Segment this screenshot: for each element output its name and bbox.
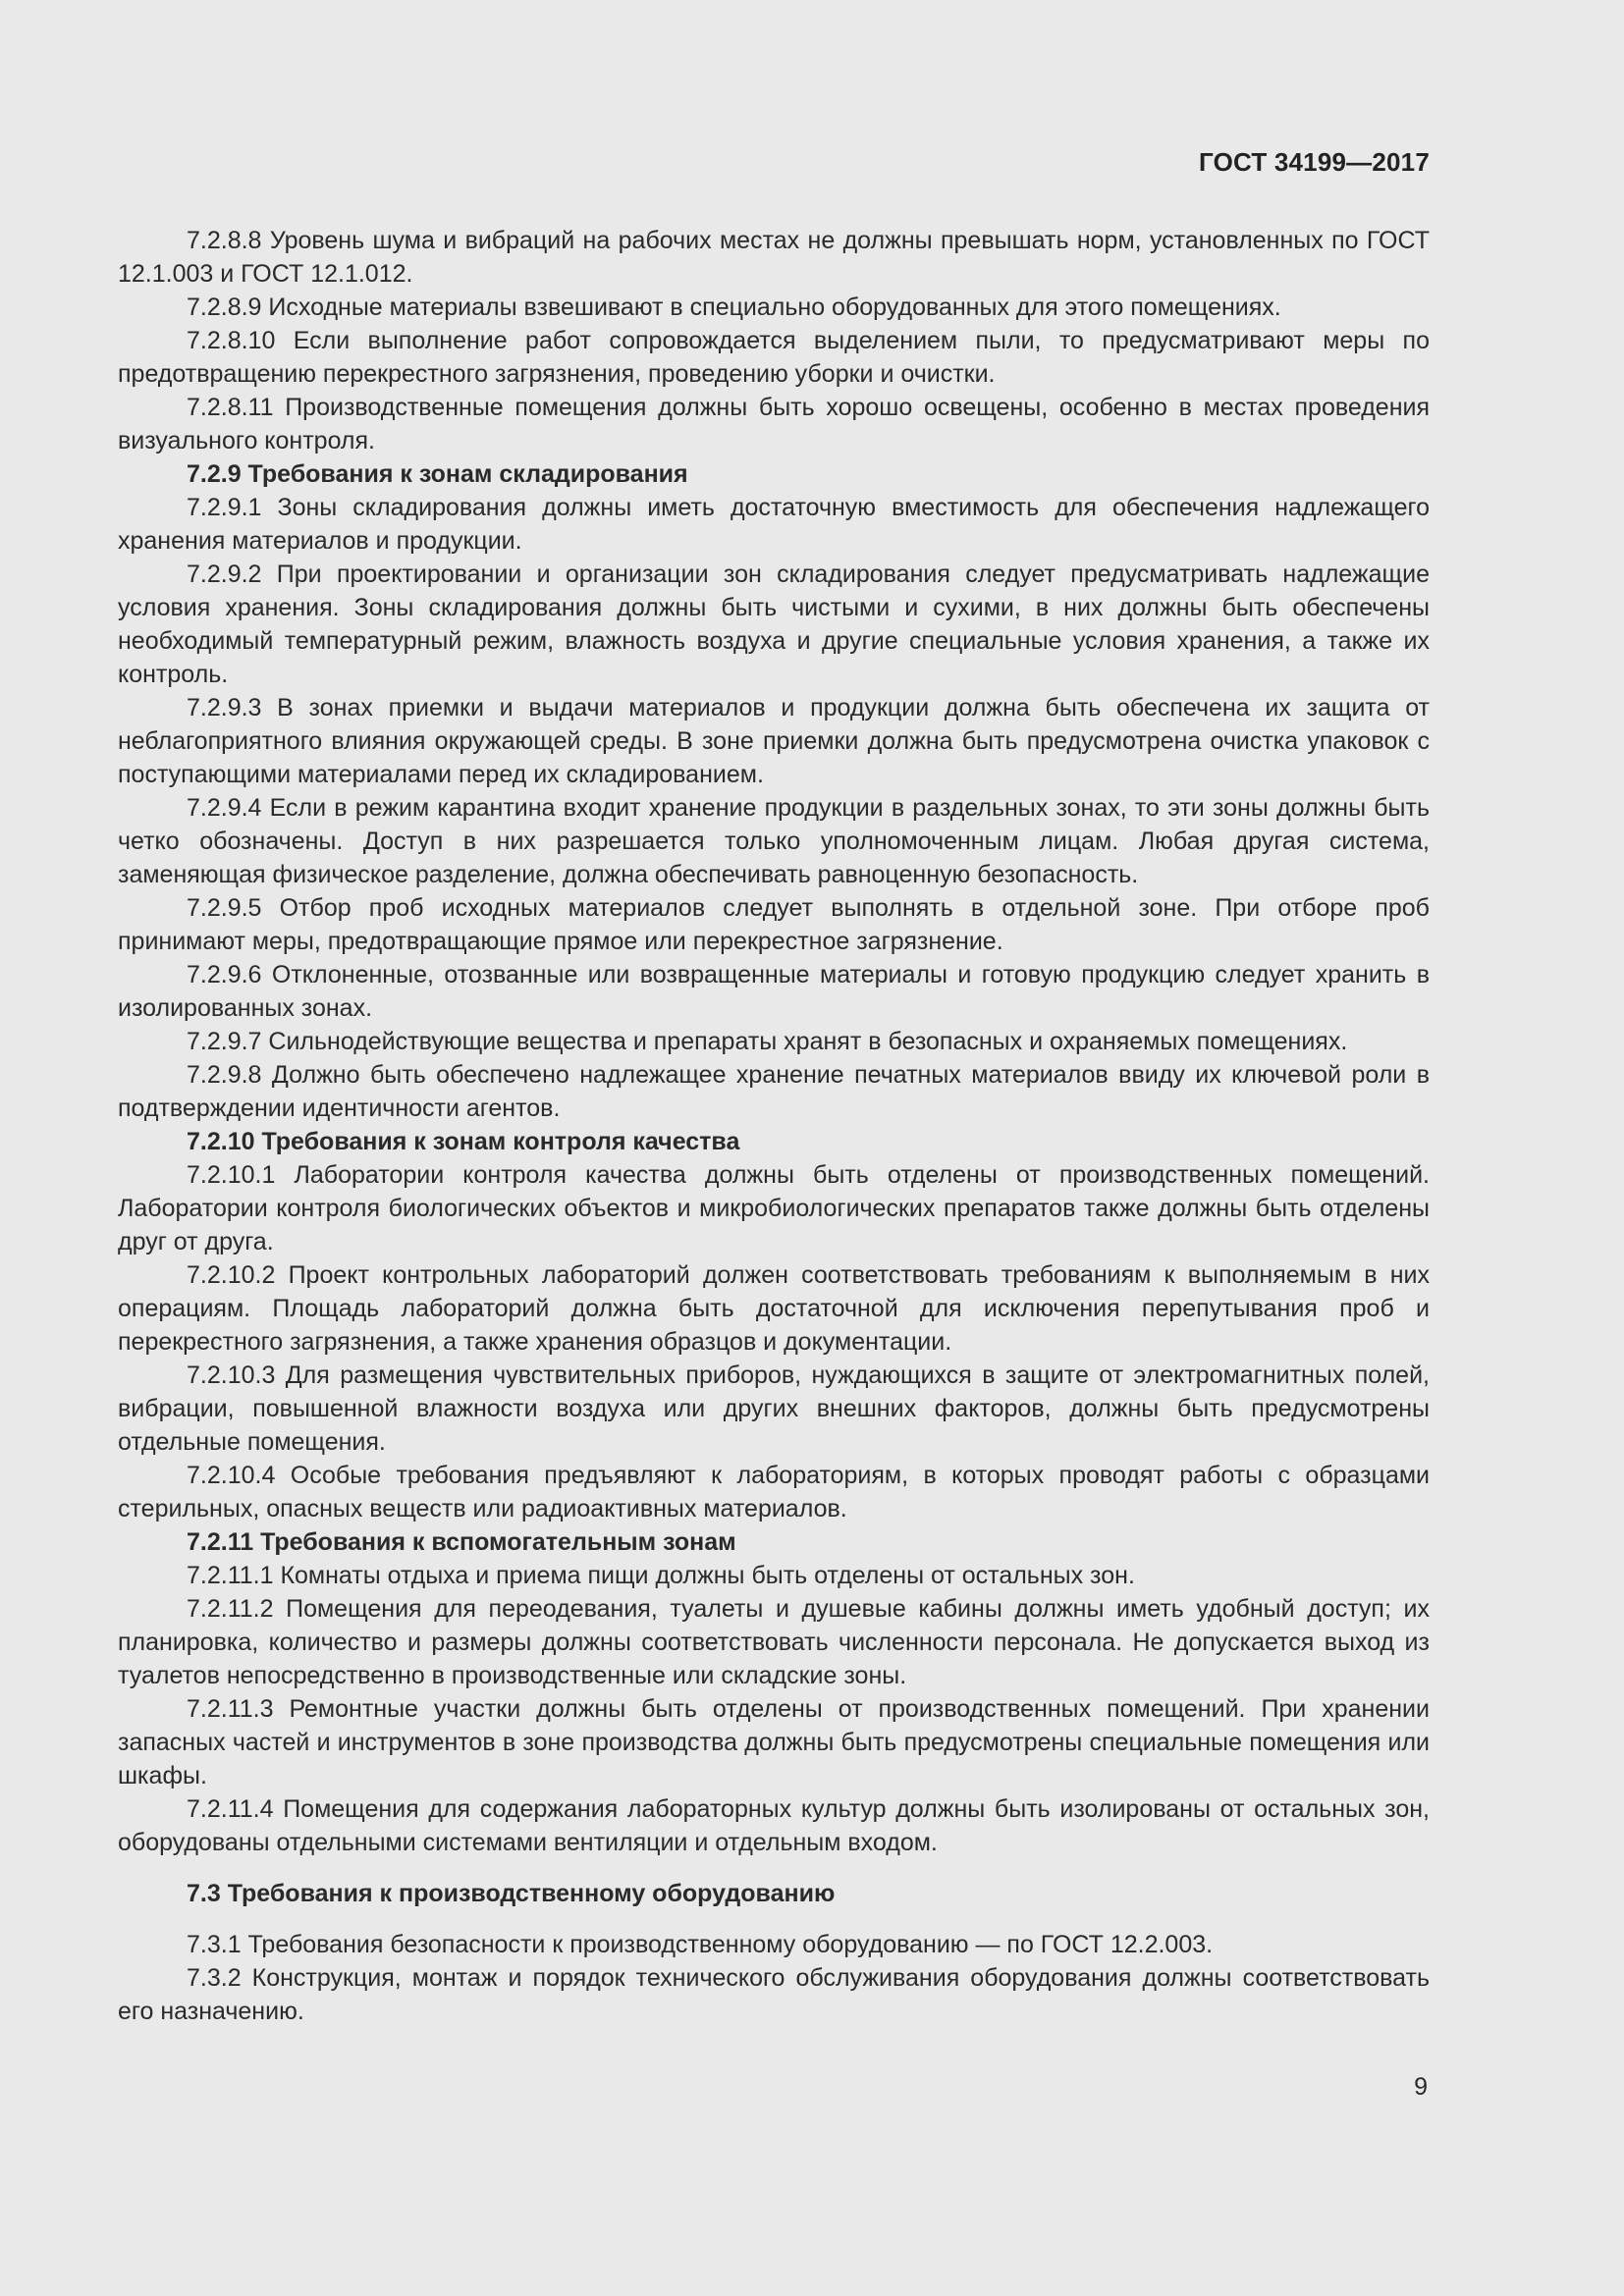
clause-7-2-9-2: 7.2.9.2 При проектировании и организации зон складирования следует предусматривать надлежащие условия хранения. Зоны складирования должны быть чистыми и сухими, в них должны быть обеспечены необходимый температурный режим, влажность воздуха и другие специальные условия хранения, а также их контроль. xyxy=(118,561,1430,688)
clause-7-2-8-11: 7.2.8.11 Производственные помещения должны быть хорошо освещены, особенно в местах проведения визуального контроля. xyxy=(118,394,1430,454)
clause-7-3-1: 7.3.1 Требования безопасности к производственному оборудованию — по ГОСТ 12.2.003. xyxy=(187,1931,1214,1958)
document-code-header: ГОСТ 34199—2017 xyxy=(1199,147,1430,177)
clause-7-2-11-4: 7.2.11.4 Помещения для содержания лабораторных культур должны быть изолированы от остальных зон, оборудованы отдельными системами вентиляции и отдельным входом. xyxy=(118,1795,1430,1856)
clause-7-2-11-3: 7.2.11.3 Ремонтные участки должны быть отделены от производственных помещений. При хранении запасных частей и инструментов в зоне производства должны быть предусмотрены специальные помещения или шкафы. xyxy=(118,1695,1430,1789)
clause-7-2-10-2: 7.2.10.2 Проект контрольных лабораторий должен соответствовать требованиям к выполняемым в них операциям. Площадь лабораторий должна быть достаточной для исключения перепутывания проб и перекрестного загрязнения, а также хранения образцов и документации. xyxy=(118,1261,1430,1356)
section-heading-7-2-9: 7.2.9 Требования к зонам складирования xyxy=(187,460,688,488)
section-heading-7-2-11: 7.2.11 Требования к вспомогательным зонам xyxy=(187,1528,736,1556)
clause-7-2-10-1: 7.2.10.1 Лаборатории контроля качества должны быть отделены от производственных помещений. Лаборатории контроля биологических объектов и микробиологических препаратов также должны быть отделены друг от друга. xyxy=(118,1161,1430,1255)
page-number: 9 xyxy=(1414,2073,1428,2101)
clause-7-2-11-2: 7.2.11.2 Помещения для переодевания, туалеты и душевые кабины должны иметь удобный доступ; их планировка, количество и размеры должны соответствовать численности персонала. Не допускается выход из туалетов непосредственно в производственные или складские зоны. xyxy=(118,1595,1430,1689)
section-heading-7-3: 7.3 Требования к производственному оборудованию xyxy=(187,1880,836,1907)
clause-7-2-9-3: 7.2.9.3 В зонах приемки и выдачи материалов и продукции должна быть обеспечена их защита от неблагоприятного влияния окружающей среды. В зоне приемки должна быть предусмотрена очистка упаковок с поступающими материалами перед их складированием. xyxy=(118,694,1430,788)
clause-7-2-9-1: 7.2.9.1 Зоны складирования должны иметь достаточную вместимость для обеспечения надлежащего хранения материалов и продукции. xyxy=(118,494,1430,555)
clause-7-2-8-10: 7.2.8.10 Если выполнение работ сопровождается выделением пыли, то предусматривают меры по предотвращению перекрестного загрязнения, проведению уборки и очистки. xyxy=(118,327,1430,388)
clause-7-2-9-5: 7.2.9.5 Отбор проб исходных материалов следует выполнять в отдельной зоне. При отборе проб принимают меры, предотвращающие прямое или перекрестное загрязнение. xyxy=(118,894,1430,955)
document-body xyxy=(118,224,1430,2028)
clause-7-2-10-4: 7.2.10.4 Особые требования предъявляют к лабораториям, в которых проводят работы с образцами стерильных, опасных веществ или радиоактивных материалов. xyxy=(118,1462,1430,1522)
clause-7-2-9-4: 7.2.9.4 Если в режим карантина входит хранение продукции в раздельных зонах, то эти зоны должны быть четко обозначены. Доступ в них разрешается только уполномоченным лицам. Любая другая система, заменяющая физическое разделение, должна обеспечивать равноценную безопасность. xyxy=(118,794,1430,888)
clause-7-2-9-6: 7.2.9.6 Отклоненные, отозванные или возвращенные материалы и готовую продукцию следует хранить в изолированных зонах. xyxy=(118,961,1430,1022)
section-heading-7-2-10: 7.2.10 Требования к зонам контроля качества xyxy=(187,1128,740,1155)
clause-7-3-2: 7.3.2 Конструкция, монтаж и порядок технического обслуживания оборудования должны соответствовать его назначению. xyxy=(118,1964,1430,2025)
clause-7-2-10-3: 7.2.10.3 Для размещения чувствительных приборов, нуждающихся в защите от электромагнитных полей, вибрации, повышенной влажности воздуха или других внешних факторов, должны быть предусмотрены отдельные помещения. xyxy=(118,1362,1430,1456)
clause-7-2-9-8: 7.2.9.8 Должно быть обеспечено надлежащее хранение печатных материалов ввиду их ключевой роли в подтверждении идентичности агентов. xyxy=(118,1061,1430,1122)
clause-7-2-11-1: 7.2.11.1 Комнаты отдыха и приема пищи должны быть отделены от остальных зон. xyxy=(187,1562,1135,1589)
clause-7-2-8-8: 7.2.8.8 Уровень шума и вибраций на рабочих местах не должны превышать норм, установленных по ГОСТ 12.1.003 и ГОСТ 12.1.012. xyxy=(118,227,1430,288)
clause-7-2-8-9: 7.2.8.9 Исходные материалы взвешивают в специально оборудованных для этого помещениях. xyxy=(187,294,1281,321)
clause-7-2-9-7: 7.2.9.7 Сильнодействующие вещества и препараты хранят в безопасных и охраняемых помещениях. xyxy=(187,1028,1348,1055)
